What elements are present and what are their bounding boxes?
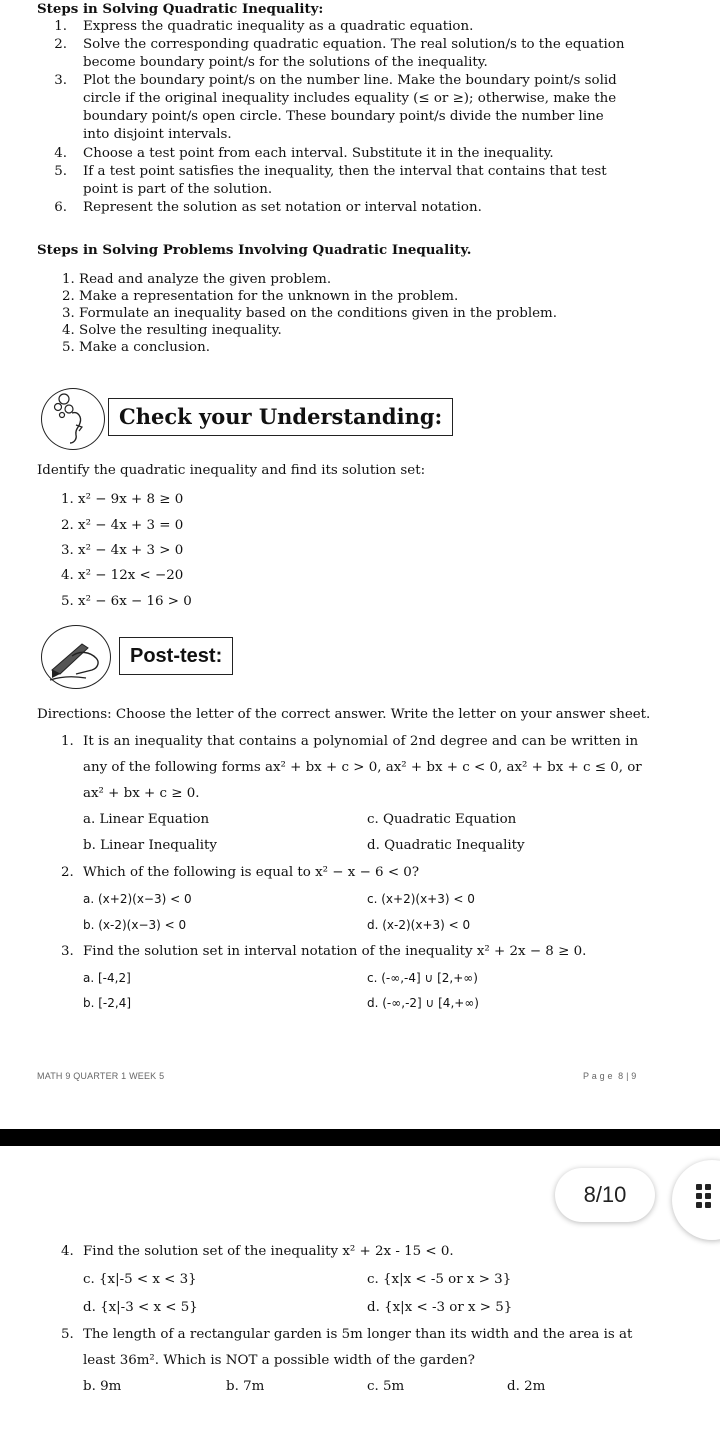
- choice-b: d. {x|-3 < x < 5}: [83, 1300, 198, 1315]
- choice-d: d. {x|x < -3 or x > 5}: [367, 1300, 513, 1315]
- problem-step: 1. Read and analyze the given problem.: [62, 272, 332, 287]
- page-indicator: 8/10: [555, 1168, 655, 1222]
- posttest-directions: Directions: Choose the letter of the correct answer. Write the letter on your answer sheet.: [37, 707, 651, 722]
- check-instruction: Identify the quadratic inequality and find its solution set:: [37, 463, 426, 478]
- more-options-button[interactable]: [672, 1160, 720, 1240]
- steps-problems-title: Steps in Solving Problems Involving Quadratic Inequality.: [37, 242, 472, 258]
- choice-c: c. (x+2)(x+3) < 0: [367, 892, 475, 906]
- choice-c: c. {x|x < -5 or x > 3}: [367, 1272, 512, 1287]
- writing-hand-icon: [41, 625, 111, 689]
- inequality-item: 5. x² − 6x − 16 > 0: [61, 594, 192, 609]
- page-separator: [0, 1129, 720, 1146]
- choice-b: b. (x-2)(x−3) < 0: [83, 918, 187, 932]
- dots-grid-icon: [696, 1184, 720, 1214]
- choice-a: a. [-4,2]: [83, 971, 131, 985]
- thinking-head-icon: [41, 388, 105, 450]
- choice-b: b. [-2,4]: [83, 996, 132, 1010]
- inequality-item: 3. x² − 4x + 3 > 0: [61, 543, 184, 558]
- problem-step: 5. Make a conclusion.: [62, 340, 210, 355]
- choice-a: b. 9m: [83, 1379, 122, 1394]
- check-heading: Check your Understanding:: [108, 398, 453, 436]
- problem-step: 2. Make a representation for the unknown in the problem.: [62, 289, 459, 304]
- choice-d: d. Quadratic Inequality: [367, 838, 525, 853]
- choice-d: d. (x-2)(x+3) < 0: [367, 918, 471, 932]
- choice-a: c. {x|-5 < x < 3}: [83, 1272, 197, 1287]
- choice-a: a. (x+2)(x−3) < 0: [83, 892, 192, 906]
- footer-left: MATH 9 QUARTER 1 WEEK 5: [37, 1071, 165, 1081]
- posttest-heading: Post-test:: [119, 637, 233, 675]
- problem-step: 3. Formulate an inequality based on the conditions given in the problem.: [62, 306, 558, 321]
- choice-c: c. Quadratic Equation: [367, 812, 517, 827]
- choice-d: d. (-∞,-2] ∪ [4,+∞): [367, 996, 479, 1010]
- choice-b: b. Linear Inequality: [83, 838, 217, 853]
- choice-a: a. Linear Equation: [83, 812, 210, 827]
- choice-c: c. 5m: [367, 1379, 405, 1394]
- inequality-item: 2. x² − 4x + 3 = 0: [61, 518, 184, 533]
- inequality-item: 4. x² − 12x < −20: [61, 568, 184, 583]
- choice-b: b. 7m: [226, 1379, 265, 1394]
- choice-c: c. (-∞,-4] ∪ [2,+∞): [367, 971, 478, 985]
- steps-inequality-title: Steps in Solving Quadratic Inequality:: [37, 1, 324, 17]
- inequality-item: 1. x² − 9x + 8 ≥ 0: [61, 492, 184, 507]
- footer-page-number: P a g e 8 | 9: [583, 1071, 637, 1081]
- choice-d: d. 2m: [507, 1379, 546, 1394]
- problem-step: 4. Solve the resulting inequality.: [62, 323, 282, 338]
